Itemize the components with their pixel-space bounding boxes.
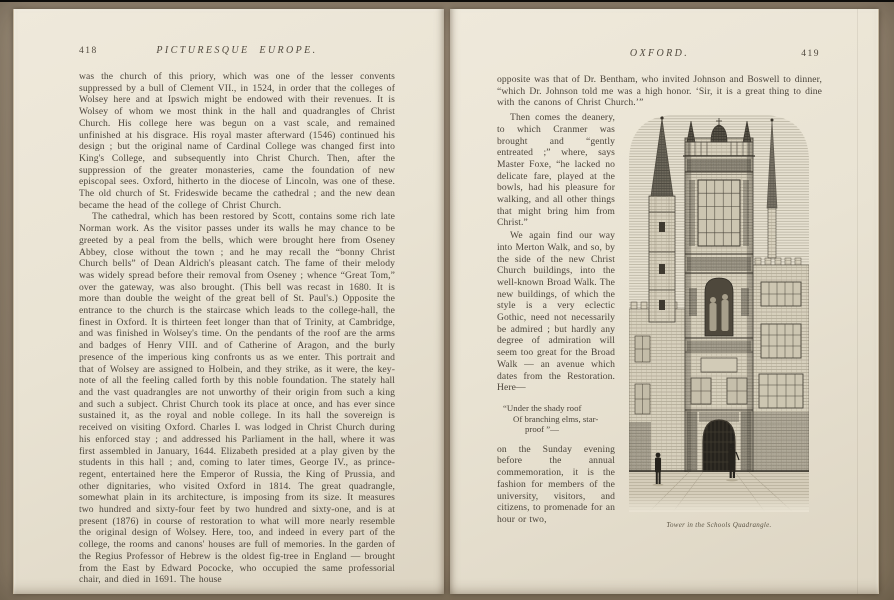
left-wall bbox=[629, 302, 685, 472]
page-418 bbox=[13, 9, 444, 594]
verse-line: Of branching elms, star- bbox=[513, 413, 599, 424]
tower-illustration-svg bbox=[629, 112, 809, 512]
verse-line: “Under the shady roof bbox=[503, 402, 582, 413]
closing-paragraph: on the Sunday evening before the annual commemoration, it is the fashion for members of the university, visitors, and citizens, to promenade for an hour or two, bbox=[497, 443, 615, 525]
central-tower bbox=[683, 118, 755, 472]
running-title-right: OXFORD. bbox=[629, 48, 690, 59]
gateway-arch bbox=[687, 412, 751, 472]
vignette-fade bbox=[629, 494, 809, 512]
verse-line: proof ”— bbox=[525, 424, 559, 435]
paragraph: was the church of this priory, which was one of the lesser convents suppressed by a bull of Clement VII., in 1524, in order that the colleges of Wolsey here and at Ipswich might be endowed with their revenues. It is Wolsey of whom we most think in the hall and quadrangles of Christ Church. His college here was begun on a vast scale, and remained unfinished at his disgrace. His royal master afterward (1546) continued his design ; but the original name of Cardinal College was changed first into King's College, and subsequently into Christ Church. Then, after the suppression of the greater monasteries, came the foundation of new episcopal sees. Oxford, hitherto in the diocese of Lincoln, was one of these. The old church of St. Frideswide became the cathedral ; and the new dean became the head of the college of Christ Church. bbox=[79, 71, 395, 211]
paragraph: The cathedral, which has been restored by Scott, contains some rich late Norman work. As the visitor passes under its walls he may chance to be greeted by a peal from the bells, which were brought here from Oseney Abbey, close without the town ; and he may recall the “bonny Christ Church bells” of Dean Aldrich's pleasant catch. The fame of their melody was widely spread before their removal from Oseney ; whence “Great Tom,” over the gateway, was also brought. (This bell was recast in 1680. It is more than double the weight of the great bell of St. Paul's.) Opposite the entrance to the church is the staircase which leads to the college-hall, the finest in Oxford. It is thirteen feet longer than that of Trinity, at Cambridge, and was finished in Wolsey's time. On the pendants of the roof are the arms and badges of Henry VIII. and of Catherine of Aragon, and the burly presence of the imperious king confronts us as we enter. This portrait and that of Wolsey are assigned to Holbein, and they strike, as it were, the key-note of all the feeling called forth by this noble foundation. The stately hall and the vast quadrangles are not unworthy of their origin from such a king and such a subject. Christ Church took its place at once, and has ever since sustained it, as the royal and noble college. In its hall the sovereign is received on visiting Oxford. Charles I. was lodged in Christ Church during his enforced stay ; and addressed his Parliament in the hall, where it was first assembled in January, 1644. Elizabeth presided at a play given by the students in this hall ; and, coming to later times, George IV., as prince-regent, entertained here the Emperor of Russia, the King of Prussia, and other dignitaries, who visited Oxford in 1814. The great quadrangle, somewhat plain in its architecture, is imposing from its size. It measures two hundred and sixty-four feet by two hundred and sixty-one, and is at present (1876) in course of restoration to what will more nearly resemble the original design of Wolsey. Here, too, and indeed in every part of the college, the rooms and canons' houses are full of memories. In the garden of the Regius Professor of Hebrew is the oldest fig-tree in England — brought from the East by Edward Pococke, who occupied the same professorial chair, and died in 1691. The house bbox=[79, 211, 395, 586]
tower-engraving bbox=[629, 112, 809, 529]
text-and-illustration-row bbox=[497, 112, 822, 529]
narrow-text-column bbox=[497, 112, 615, 526]
page-number-left: 418 bbox=[79, 46, 98, 56]
mullioned-window bbox=[759, 282, 803, 408]
paragraph: We again find our way into Merton Walk, and so, by the side of the new Christ Church buildings, into the well-known Broad Walk. The new buildings, of which the style is a very eclectic Gothic, need not necessarily be admired ; but hardly any degree of admiration will seem too great for the Broad Walk — an avenue which dates from the Restoration. Here— bbox=[497, 230, 615, 394]
page-419 bbox=[450, 9, 879, 594]
body-text-left bbox=[79, 71, 395, 586]
page-header-right bbox=[497, 48, 822, 64]
paragraph: Then comes the deanery, to which Cranmer was brought and “gently entreated ;” where, says Master Foxe, “he lacked no delicate fare, played at the bowls, had his pleasure for walking, and all other things that might bring him from Christ.” bbox=[497, 112, 615, 229]
scan-top-edge bbox=[0, 0, 894, 2]
verse-quote bbox=[503, 403, 615, 435]
intro-paragraph: opposite was that of Dr. Bentham, who invited Johnson and Boswell to dinner, “which Dr. Johnson told me was a high honor. ‘Sir, it is a great thing to dine with the canons of Christ Church.’” bbox=[497, 74, 822, 109]
running-title-left: PICTURESQUE EUROPE. bbox=[156, 45, 318, 56]
page-number-right: 419 bbox=[801, 49, 820, 59]
illustration-caption: Tower in the Schools Quadrangle. bbox=[666, 521, 772, 530]
page-header-left bbox=[79, 45, 395, 61]
right-wall bbox=[753, 258, 809, 472]
